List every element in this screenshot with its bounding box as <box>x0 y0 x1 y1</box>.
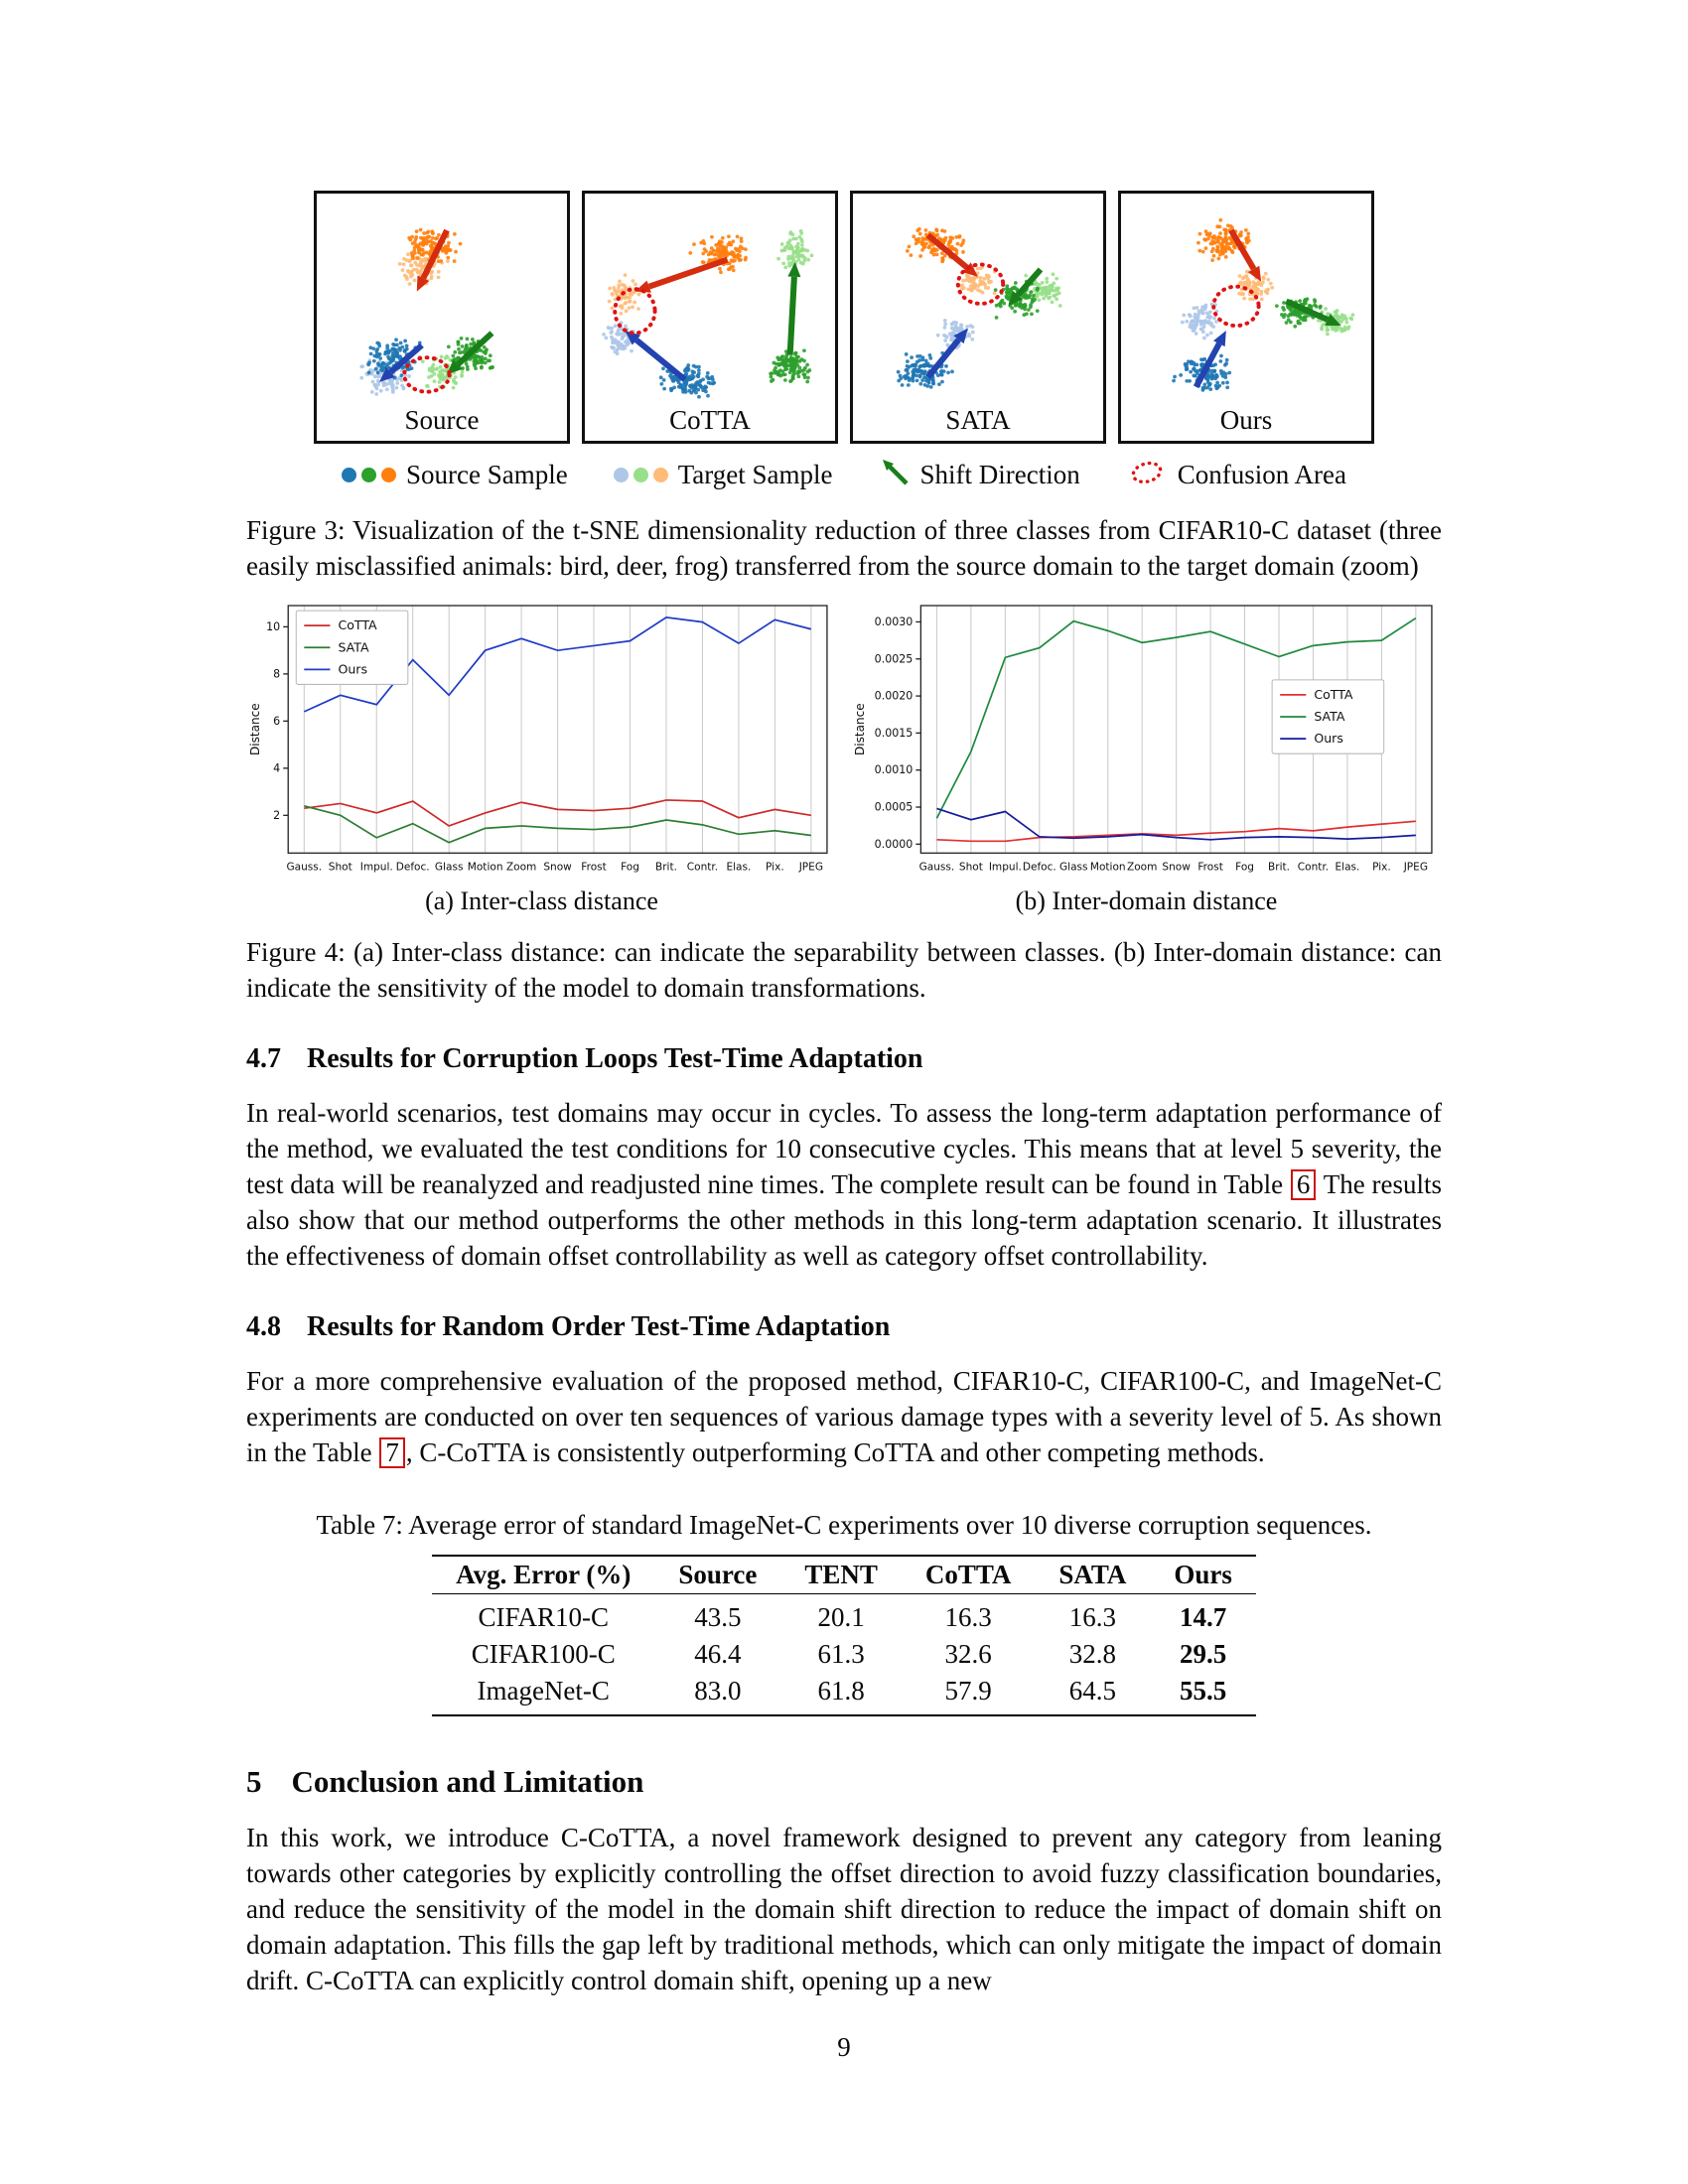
para-47-after: The results also show that our method outperforms the other methods in this long-term adaptation scenario. It illustrates the effectiveness of domain offset controllability as well as category offset controllability. <box>246 1169 1443 1272</box>
row-label: CIFAR10-C <box>478 1602 609 1633</box>
table7 <box>432 1555 1256 1716</box>
legend-confusion-label: Confusion Area <box>1177 460 1346 489</box>
table-7-reference[interactable]: 7 <box>379 1437 405 1468</box>
svg-text:Motion: Motion <box>1089 861 1126 874</box>
svg-text:Brit.: Brit. <box>654 861 677 874</box>
legend-source-sample <box>342 460 568 490</box>
svg-text:Shot: Shot <box>958 861 983 874</box>
section-5-heading <box>246 1764 1442 1800</box>
figure3-panels <box>314 191 1374 444</box>
figure4-charts <box>246 598 1442 916</box>
cell: 20.1 <box>817 1602 865 1633</box>
tsne-panel-sata <box>850 191 1106 444</box>
table-row <box>432 1636 1256 1673</box>
svg-text:Glass: Glass <box>434 861 464 874</box>
svg-text:Ours: Ours <box>1314 731 1343 747</box>
table7-caption: Table 7: Average error of standard ImageNet-C experiments over 10 diverse corruption sequences. <box>316 1510 1372 1541</box>
cell: 43.5 <box>694 1602 742 1633</box>
tsne-plot-sata <box>853 194 1103 404</box>
legend-source-label: Source Sample <box>405 460 568 489</box>
cell: 46.4 <box>694 1639 742 1670</box>
svg-text:0.0010: 0.0010 <box>874 763 914 777</box>
section-5-paragraph: In this work, we introduce C-CoTTA, a novel framework designed to prevent any category from leaning towards other categories by explicitly controlling the offset direction to avoid fuzzy classification boundaries, and reduce the sensitivity of the model in the domain shift direction to reduce the impact of domain shift on domain adaptation. This fills the gap left by traditional methods, which can only mitigate the impact of domain drift. C-CoTTA can explicitly control domain shift, opening up a new <box>246 1823 1442 1996</box>
row-label: ImageNet-C <box>477 1676 610 1706</box>
inter-domain-plot <box>851 598 1442 885</box>
svg-text:Frost: Frost <box>581 861 607 874</box>
svg-text:0.0015: 0.0015 <box>874 726 914 740</box>
cell-ours: 29.5 <box>1180 1639 1227 1670</box>
table7-header-row <box>432 1556 1256 1594</box>
table7-col-sata: SATA <box>1058 1560 1127 1590</box>
svg-text:Impul.: Impul. <box>359 861 393 874</box>
svg-text:0.0005: 0.0005 <box>874 800 914 814</box>
section-5-title: Conclusion and Limitation <box>291 1764 644 1800</box>
cell: 57.9 <box>944 1676 992 1706</box>
figure3-caption: Figure 3: Visualization of the t-SNE dimensionality reduction of three classes from CIFAR10-C dataset (three easily misclassified animals: bird, deer, frog) transferred from the source domain to the target domain (zoom) <box>246 515 1442 581</box>
inter-class-plot <box>246 598 837 885</box>
tsne-plot-source <box>317 194 567 404</box>
subcaption-b: (b) Inter-domain distance <box>1015 887 1278 916</box>
table7-col-source: Source <box>678 1560 758 1590</box>
chart-inter-domain <box>851 598 1442 916</box>
legend-target-sample <box>614 460 833 490</box>
table-6-reference[interactable]: 6 <box>1291 1169 1317 1200</box>
svg-text:10: 10 <box>266 619 281 633</box>
svg-text:SATA: SATA <box>338 639 369 655</box>
table-row <box>432 1673 1256 1715</box>
table7-col-metric: Avg. Error (%) <box>456 1560 632 1590</box>
panel-label-sata: SATA <box>945 405 1011 435</box>
svg-text:Pix.: Pix. <box>1372 861 1391 874</box>
panel-label-cotta: CoTTA <box>669 405 751 435</box>
svg-text:Ours: Ours <box>338 661 368 677</box>
svg-text:Distance: Distance <box>853 703 868 756</box>
para-47-before: In real-world scenarios, test domains may occur in cycles. To assess the long-term adaptation performance of the method, we evaluated the test conditions for 10 consecutive cycles. This means that at level 5 severity, the test data will be reanalyzed and readjusted nine times. The complete result can be found in Table <box>246 1098 1442 1200</box>
section-4-8-title: Results for Random Order Test-Time Adaptation <box>307 1311 891 1343</box>
svg-text:Elas.: Elas. <box>1335 861 1360 874</box>
table7-col-tent: TENT <box>804 1560 878 1590</box>
tsne-panel-ours <box>1118 191 1374 444</box>
svg-text:Motion: Motion <box>467 861 503 874</box>
svg-text:Fog: Fog <box>621 861 639 874</box>
section-4-8-heading <box>246 1311 1442 1343</box>
svg-text:Zoom: Zoom <box>505 861 537 874</box>
svg-text:Gauss.: Gauss. <box>286 861 323 874</box>
tsne-panel-cotta <box>582 191 838 444</box>
shift-arrow-icon <box>879 456 911 494</box>
cell: 83.0 <box>694 1676 742 1706</box>
svg-text:CoTTA: CoTTA <box>1314 686 1353 702</box>
section-4-7-paragraph <box>246 1095 1442 1274</box>
svg-text:Defoc.: Defoc. <box>395 861 430 874</box>
svg-text:Pix.: Pix. <box>766 861 784 874</box>
cell: 16.3 <box>944 1602 992 1633</box>
svg-text:0.0020: 0.0020 <box>874 689 914 703</box>
svg-text:6: 6 <box>273 714 281 728</box>
svg-text:CoTTA: CoTTA <box>338 617 377 633</box>
legend-confusion-area <box>1126 456 1346 494</box>
section-4-7-title: Results for Corruption Loops Test-Time Adaptation <box>307 1043 923 1075</box>
tsne-panel-source <box>314 191 570 444</box>
table-row <box>432 1594 1256 1637</box>
cell: 32.8 <box>1068 1639 1116 1670</box>
svg-text:Frost: Frost <box>1197 861 1223 874</box>
svg-text:Fog: Fog <box>1235 861 1254 874</box>
legend-shift-direction <box>879 456 1080 494</box>
target-dots-icon <box>614 468 668 482</box>
svg-text:SATA: SATA <box>1314 709 1345 725</box>
legend-target-label: Target Sample <box>677 460 833 489</box>
svg-text:0.0000: 0.0000 <box>874 837 914 851</box>
svg-text:Brit.: Brit. <box>1268 861 1291 874</box>
confusion-ellipse-icon <box>1126 456 1168 494</box>
svg-text:0.0025: 0.0025 <box>874 652 914 666</box>
section-4-7-number: 4.7 <box>246 1043 281 1075</box>
svg-text:Elas.: Elas. <box>726 861 752 874</box>
svg-text:JPEG: JPEG <box>798 861 824 874</box>
svg-text:Zoom: Zoom <box>1126 861 1158 874</box>
svg-text:4: 4 <box>273 761 281 775</box>
figure4-caption: Figure 4: (a) Inter-class distance: can indicate the separability between classes. (b) Inter-domain distance: can indicate the sensitivity of the model to domain transformations. <box>246 937 1442 1004</box>
table7-col-ours: Ours <box>1174 1560 1232 1590</box>
panel-label-source: Source <box>404 405 480 435</box>
svg-text:Snow: Snow <box>1162 861 1191 874</box>
cell-ours: 55.5 <box>1180 1676 1227 1706</box>
cell: 32.6 <box>944 1639 992 1670</box>
table7-col-cotta: CoTTA <box>924 1560 1012 1590</box>
svg-text:Contr.: Contr. <box>686 861 719 874</box>
svg-text:2: 2 <box>273 808 281 822</box>
section-4-8-number: 4.8 <box>246 1311 281 1343</box>
legend-shift-label: Shift Direction <box>919 460 1080 489</box>
svg-text:Distance: Distance <box>248 703 263 756</box>
cell: 61.3 <box>817 1639 865 1670</box>
tsne-plot-ours <box>1121 194 1371 404</box>
para-48-after: , C-CoTTA is consistently outperforming CoTTA and other competing methods. <box>405 1437 1265 1468</box>
svg-text:Shot: Shot <box>328 861 352 874</box>
svg-text:Snow: Snow <box>543 861 572 874</box>
figure3-legend <box>288 456 1400 494</box>
page-number: 9 <box>837 2032 851 2063</box>
row-label: CIFAR100-C <box>471 1639 616 1670</box>
cell-ours: 14.7 <box>1180 1602 1227 1633</box>
svg-text:Gauss.: Gauss. <box>918 861 955 874</box>
section-4-8-paragraph <box>246 1363 1442 1470</box>
svg-text:JPEG: JPEG <box>1403 861 1429 874</box>
cell: 61.8 <box>817 1676 865 1706</box>
section-5-number: 5 <box>246 1764 262 1800</box>
para-48-before: For a more comprehensive evaluation of the proposed method, CIFAR10-C, CIFAR100-C, and ImageNet-C experiments are conducted on over ten sequences of various damage types with a severity level of 5. As shown in the Table <box>246 1366 1442 1468</box>
chart-inter-class <box>246 598 837 916</box>
tsne-plot-cotta <box>585 194 835 404</box>
svg-text:Defoc.: Defoc. <box>1022 861 1056 874</box>
svg-text:8: 8 <box>273 667 281 681</box>
section-4-7-heading <box>246 1043 1442 1075</box>
svg-text:Glass: Glass <box>1058 861 1088 874</box>
cell: 64.5 <box>1068 1676 1116 1706</box>
svg-text:Contr.: Contr. <box>1297 861 1330 874</box>
subcaption-a: (a) Inter-class distance <box>425 887 658 916</box>
panel-label-ours: Ours <box>1219 405 1273 435</box>
svg-text:Impul.: Impul. <box>988 861 1022 874</box>
cell: 16.3 <box>1068 1602 1116 1633</box>
svg-text:0.0030: 0.0030 <box>874 614 914 628</box>
source-dots-icon <box>342 468 396 482</box>
